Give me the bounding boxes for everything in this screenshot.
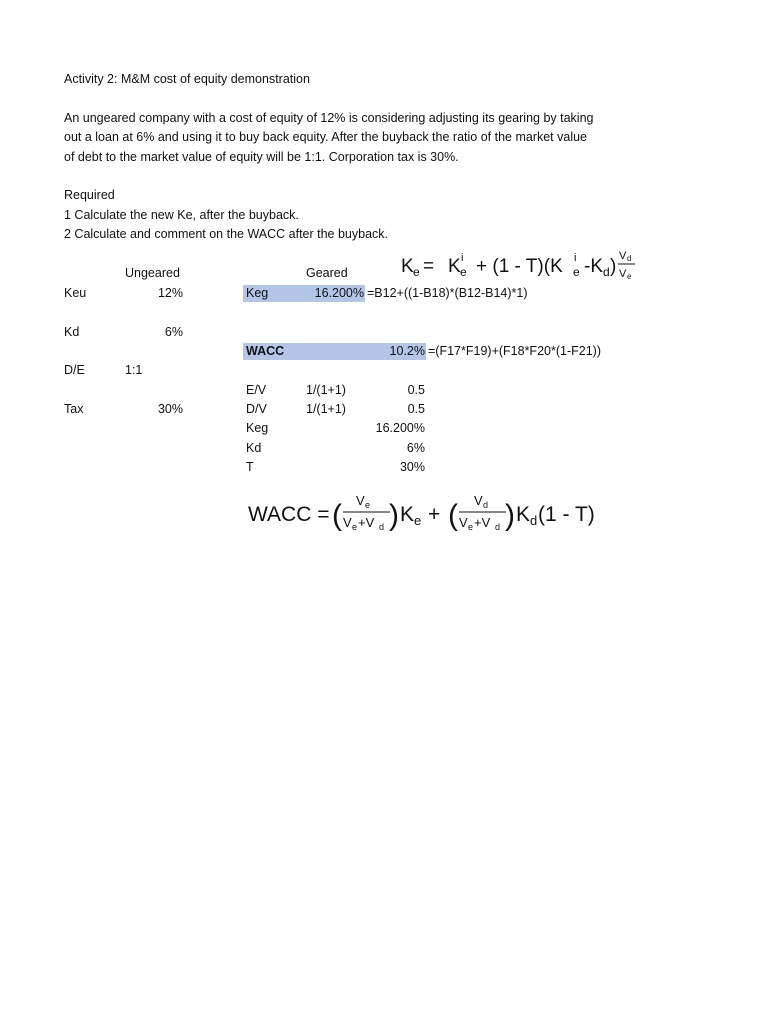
svg-text:d: d	[379, 522, 385, 532]
svg-text:d: d	[603, 265, 610, 279]
ke-formula-image	[398, 246, 638, 286]
tax-label: Tax	[64, 402, 84, 416]
wacc-formula: =(F17*F19)+(F18*F20*(1-F21))	[428, 344, 601, 358]
svg-text:=: =	[423, 256, 435, 277]
svg-text:e: e	[573, 265, 580, 279]
svg-text:d: d	[627, 254, 632, 263]
t-calc-value: 30%	[399, 460, 425, 474]
svg-text:-K: -K	[584, 256, 603, 277]
ev-value: 0.5	[407, 383, 425, 397]
svg-text:+: +	[428, 503, 441, 526]
svg-text:e: e	[413, 265, 420, 279]
svg-text:V: V	[619, 268, 627, 280]
ev-expr: 1/(1+1)	[306, 383, 346, 397]
svg-text:V: V	[474, 493, 483, 508]
de-value: 1:1	[125, 363, 143, 377]
svg-text:+ (1 - T)(K: + (1 - T)(K	[476, 256, 563, 277]
svg-text:K: K	[401, 256, 414, 277]
svg-text:): )	[610, 256, 617, 277]
keg-value: 16.200%	[314, 286, 364, 300]
svg-text:e: e	[627, 272, 632, 281]
required-heading: Required	[64, 188, 115, 202]
t-calc-label: T	[246, 460, 254, 474]
svg-text:(: (	[448, 499, 458, 532]
intro-line-2: out a loan at 6% and using it to buy back equity. After the buyback the ratio of the market value	[64, 130, 588, 144]
dv-value: 0.5	[407, 402, 425, 416]
intro-line-1: An ungeared company with a cost of equity of 12% is considering adjusting its gearing by taking	[64, 111, 594, 125]
keg-calc-value: 16.200%	[375, 421, 425, 435]
svg-text:WACC =: WACC =	[248, 503, 330, 526]
tax-value: 30%	[157, 402, 183, 416]
keg-label: Keg	[246, 286, 269, 300]
dv-expr: 1/(1+1)	[306, 402, 346, 416]
svg-text:K: K	[516, 503, 531, 526]
keg-calc-label: Keg	[246, 421, 269, 435]
svg-text:d: d	[483, 500, 489, 510]
required-item-2: 2 Calculate and comment on the WACC after the buyback.	[64, 227, 389, 241]
kd-calc-value: 6%	[406, 441, 425, 455]
kd-value: 6%	[164, 325, 183, 339]
ev-label: E/V	[246, 383, 267, 397]
svg-text:e: e	[460, 265, 467, 279]
svg-text:i: i	[461, 252, 464, 264]
wacc-label: WACC	[246, 344, 285, 358]
svg-text:e: e	[352, 522, 358, 532]
geared-header: Geared	[306, 266, 348, 280]
required-item-1: 1 Calculate the new Ke, after the buyback.	[64, 208, 299, 222]
de-label: D/E	[64, 363, 85, 377]
svg-text:): )	[505, 499, 515, 532]
dv-label: D/V	[246, 402, 267, 416]
wacc-value: 10.2%	[389, 344, 425, 358]
svg-text:d: d	[530, 513, 538, 528]
wacc-formula-image	[244, 490, 604, 540]
svg-text:+V: +V	[358, 515, 375, 530]
svg-text:i: i	[574, 252, 577, 264]
svg-text:V: V	[343, 515, 352, 530]
svg-text:V: V	[619, 250, 627, 262]
svg-text:e: e	[365, 500, 371, 510]
svg-text:+V: +V	[474, 515, 491, 530]
svg-text:): )	[389, 499, 399, 532]
keu-label: Keu	[64, 286, 87, 300]
ungeared-header: Ungeared	[125, 266, 180, 280]
svg-text:V: V	[356, 493, 365, 508]
page-title: Activity 2: M&M cost of equity demonstration	[64, 72, 310, 86]
keg-formula: =B12+((1-B18)*(B12-B14)*1)	[367, 286, 528, 300]
svg-text:d: d	[495, 522, 501, 532]
svg-text:V: V	[459, 515, 468, 530]
kd-label: Kd	[64, 325, 80, 339]
svg-text:e: e	[468, 522, 474, 532]
svg-text:K: K	[448, 256, 461, 277]
kd-calc-label: Kd	[246, 441, 262, 455]
svg-text:(: (	[332, 499, 342, 532]
svg-text:e: e	[414, 513, 422, 528]
svg-text:K: K	[400, 503, 415, 526]
keu-value: 12%	[157, 286, 183, 300]
svg-text:(1 - T): (1 - T)	[538, 503, 595, 526]
intro-line-3: of debt to the market value of equity will be 1:1. Corporation tax is 30%.	[64, 150, 459, 164]
